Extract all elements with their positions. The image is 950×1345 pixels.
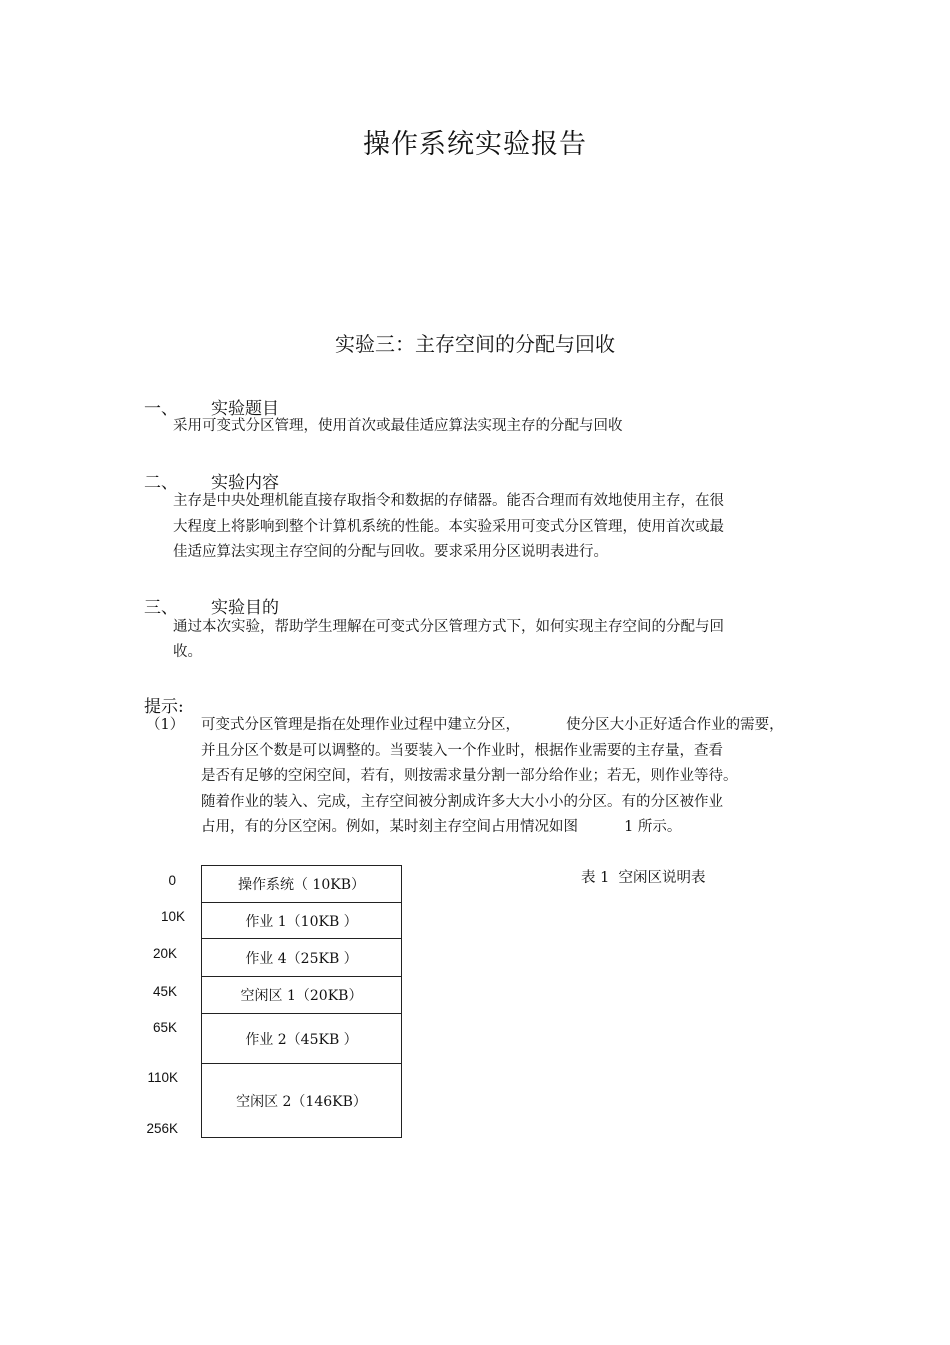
partition-job-1: 作业 1（10KB ） xyxy=(202,903,401,939)
hint-line: 可变式分区管理是指在处理作业过程中建立分区， 使分区大小正好适合作业的需要， xyxy=(201,717,784,733)
address-label: 0 xyxy=(168,873,176,888)
address-label: 256K xyxy=(146,1121,178,1136)
address-label: 110K xyxy=(147,1070,178,1085)
partition-free-1: 空闲区 1（20KB） xyxy=(202,977,401,1014)
address-label: 10K xyxy=(160,909,185,924)
address-label: 65K xyxy=(152,1020,177,1035)
section-2-line: 大程度上将影响到整个计算机系统的性能。本实验采用可变式分区管理，使用首次或最 xyxy=(173,519,724,535)
section-1-line: 采用可变式分区管理，使用首次或最佳适应算法实现主存的分配与回收 xyxy=(173,418,623,434)
section-2-line: 佳适应算法实现主存空间的分配与回收。要求采用分区说明表进行。 xyxy=(173,544,608,560)
hint-label: 提示: xyxy=(144,697,184,717)
hint-line: 随着作业的装入、完成，主存空间被分割成许多大大小小的分区。有的分区被作业 xyxy=(201,794,723,810)
address-label: 20K xyxy=(152,946,177,961)
hint-line: 占用，有的分区空闲。例如，某时刻主存空间占用情况如图 1 所示。 xyxy=(201,819,682,835)
page-title: 操作系统实验报告 xyxy=(363,129,587,160)
section-3-heading: 实验目的 xyxy=(211,598,279,618)
hint-line: 是否有足够的空闲空间，若有，则按需求量分割一部分给作业；若无，则作业等待。 xyxy=(201,768,738,784)
section-2-heading: 实验内容 xyxy=(211,473,279,493)
section-1-heading: 实验题目 xyxy=(211,399,279,419)
partition-job-4: 作业 4（25KB ） xyxy=(202,939,401,977)
section-2-line: 主存是中央处理机能直接存取指令和数据的存储器。能否合理而有效地使用主存，在很 xyxy=(173,493,724,509)
partition-job-2: 作业 2（45KB ） xyxy=(202,1014,401,1064)
hint-item-number: （1） xyxy=(146,717,185,733)
section-3-line: 收。 xyxy=(173,644,202,660)
partition-free-2: 空闲区 2（146KB） xyxy=(236,1094,367,1110)
memory-layout-diagram xyxy=(201,865,402,1138)
section-3-number: 三、 xyxy=(144,598,178,618)
table-caption: 表 1 空闲区说明表 xyxy=(581,870,706,886)
section-3-line: 通过本次实验，帮助学生理解在可变式分区管理方式下，如何实现主存空间的分配与回 xyxy=(173,619,724,635)
address-label: 45K xyxy=(152,984,177,999)
section-1-number: 一、 xyxy=(144,399,178,419)
hint-line: 并且分区个数是可以调整的。当要装入一个作业时，根据作业需要的主存量，查看 xyxy=(201,743,723,759)
section-2-number: 二、 xyxy=(144,473,178,493)
partition-os: 操作系统（ 10KB） xyxy=(202,866,401,903)
experiment-subtitle: 实验三：主存空间的分配与回收 xyxy=(335,332,615,356)
